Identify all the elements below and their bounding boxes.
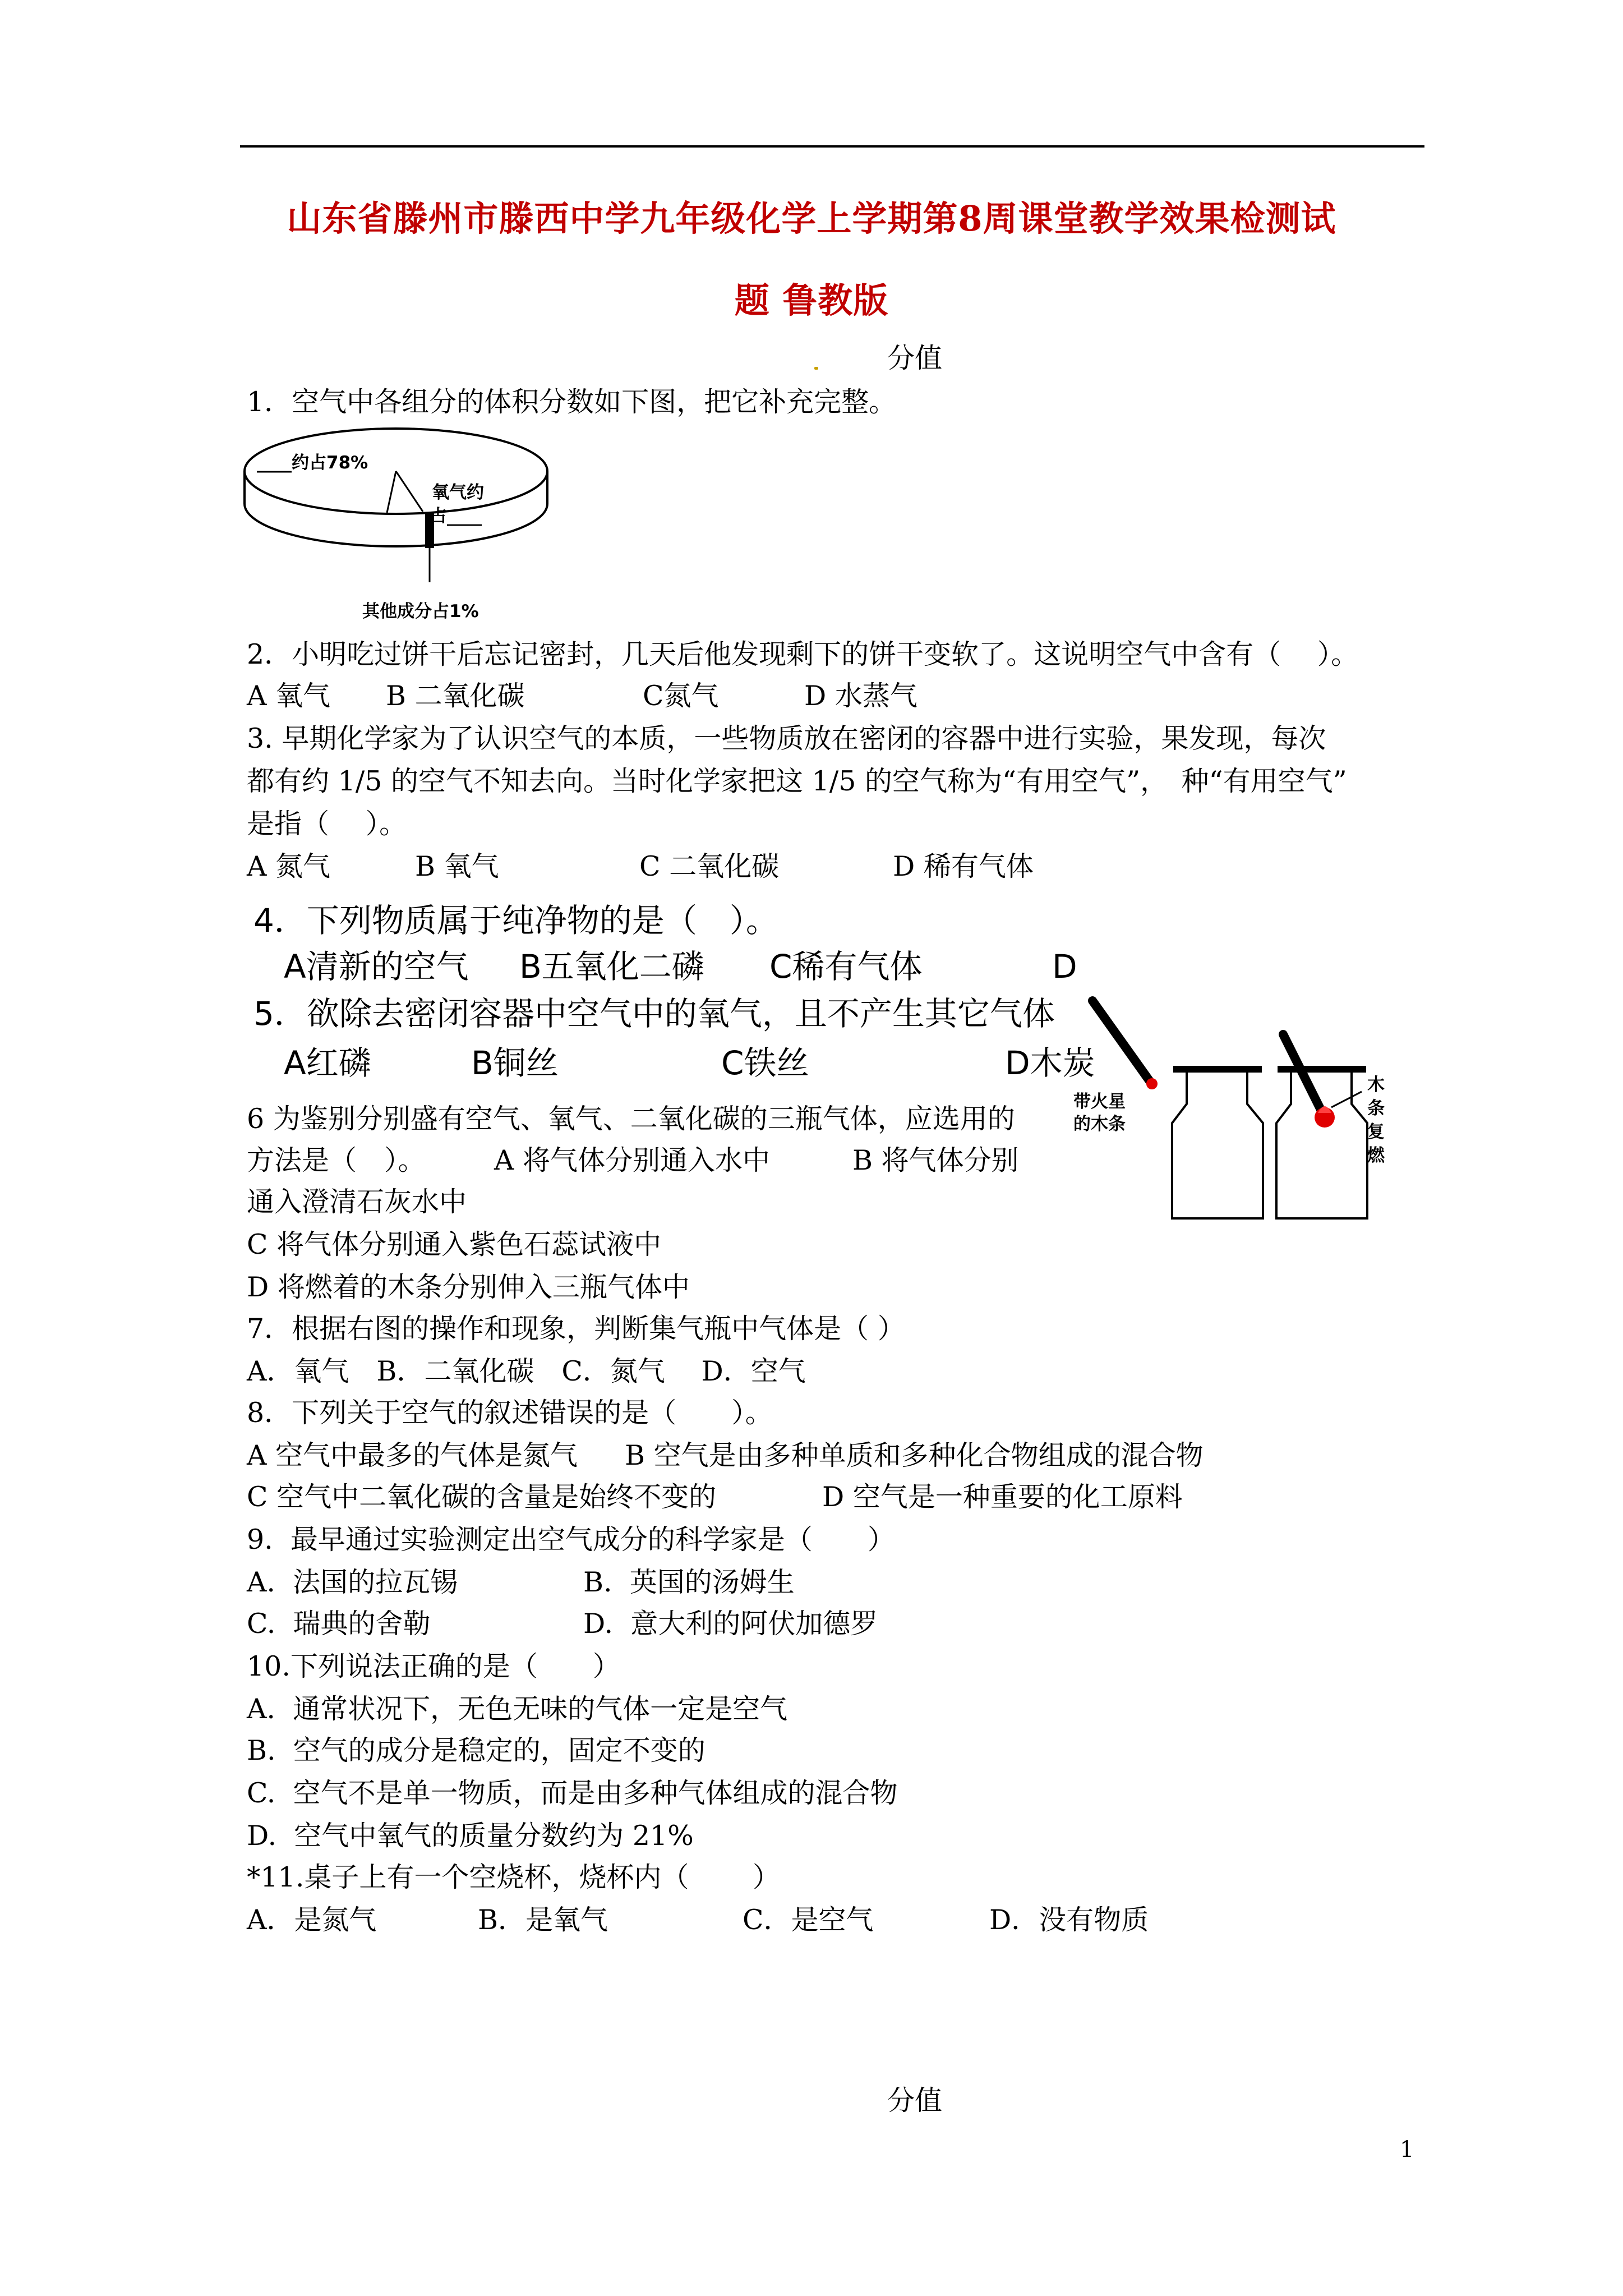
q3-option-b: B 氧气 <box>415 850 499 882</box>
q3-option-d: D 稀有气体 <box>893 850 1034 882</box>
q3-line2: 都有约 1/5 的空气不知去向。当时化学家把这 1/5 的空气称为“有用空气”， 种“有用空气” <box>247 765 1347 797</box>
relit-splint <box>1283 1034 1322 1113</box>
q3-line3: 是指（ ）。 <box>247 808 407 840</box>
q2-option-d: D 水蒸气 <box>804 680 917 712</box>
q6-option-c: C 将气体分别通入紫色石蕊试液中 <box>247 1228 662 1260</box>
q2-stem: 2．小明吃过饼干后忘记密封，几天后他发现剩下的饼干变软了。这说明空气中含有（ ）。 <box>247 638 1359 670</box>
document-title-line2: 题 鲁教版 <box>734 280 889 321</box>
q5-option-c: C铁丝 <box>721 1044 809 1082</box>
q4-option-b: B五氧化二磷 <box>519 947 704 986</box>
q11-option-b: B．是氧气 <box>478 1904 608 1936</box>
q2-option-b: B 二氧化碳 <box>386 680 525 712</box>
q8-option-d: D 空气是一种重要的化工原料 <box>822 1481 1183 1513</box>
q3-line1: 3. 早期化学家为了认识空气的本质，一些物质放在密闭的容器中进行实验，果发现，每次 <box>247 723 1326 754</box>
oxygen-label-a: 氧气约 <box>432 482 484 503</box>
q6-line1: 6 为鉴别分别盛有空气、氧气、二氧化碳的三瓶气体，应选用的 <box>247 1103 1015 1135</box>
q8-option-b: B 空气是由多种单质和多种化合物组成的混合物 <box>625 1439 1204 1471</box>
other-label: 其他成分占1% <box>362 601 479 622</box>
gas-jar-test-figure <box>1054 993 1402 1245</box>
q2-option-c: C氮气 <box>643 680 719 712</box>
q1-stem: 1．空气中各组分的体积分数如下图，把它补充完整。 <box>247 386 897 418</box>
oxygen-label-b: 占____ <box>430 506 482 526</box>
q8-option-a: A 空气中最多的气体是氮气 <box>247 1439 578 1471</box>
footer-mark: 分值 <box>887 2085 943 2116</box>
right-label-pointer <box>1331 1092 1362 1107</box>
q7-options: A．氧气 B．二氧化碳 C．氮气 D．空气 <box>247 1355 806 1387</box>
q5-option-d: D木炭 <box>1005 1044 1095 1082</box>
right-label-3: 复 <box>1367 1122 1385 1142</box>
nitrogen-label: ____约占78% <box>257 453 368 473</box>
glowing-tip <box>1146 1078 1158 1089</box>
q10-option-a: A. 通常状况下，无色无味的气体一定是空气 <box>247 1693 788 1725</box>
q9-option-b: B. 英国的汤姆生 <box>583 1566 795 1598</box>
q6-line3: 通入澄清石灰水中 <box>247 1186 467 1218</box>
q10-stem: 10.下列说法正确的是（ ） <box>247 1650 620 1682</box>
q7-stem: 7．根据右图的操作和现象，判断集气瓶中气体是（ ） <box>247 1313 905 1345</box>
stray-dot <box>814 367 818 370</box>
right-jar <box>1276 1073 1367 1218</box>
right-jar-lid <box>1278 1066 1366 1073</box>
right-label-2: 条 <box>1367 1098 1385 1119</box>
page-number: 1 <box>1400 2137 1414 2162</box>
q10-option-b: B. 空气的成分是稳定的，固定不变的 <box>247 1734 706 1766</box>
q5-option-b: B铜丝 <box>471 1044 559 1082</box>
q4-option-d: D <box>1052 947 1077 986</box>
q3-option-c: C 二氧化碳 <box>639 850 780 882</box>
q10-option-c: C. 空气不是单一物质，而是由多种气体组成的混合物 <box>247 1777 898 1809</box>
q4-option-c: C稀有气体 <box>769 947 923 986</box>
q6-line2: 方法是（ ）。 A 将气体分别通入水中 B 将气体分别 <box>247 1144 1019 1176</box>
q9-stem: 9. 最早通过实验测定出空气成分的科学家是（ ） <box>247 1524 895 1556</box>
q5-stem: 5．欲除去密闭容器中空气中的氧气，且不产生其它气体 <box>253 995 1055 1033</box>
q9-option-d: D. 意大利的阿伏加德罗 <box>583 1608 878 1640</box>
left-label-line2: 的木条 <box>1073 1114 1126 1134</box>
q11-option-c: C．是空气 <box>743 1904 874 1936</box>
q11-option-d: D．没有物质 <box>989 1904 1149 1936</box>
glowing-splint <box>1092 1001 1151 1083</box>
header-mark: 分值 <box>887 342 943 374</box>
q9-option-a: A. 法国的拉瓦锡 <box>247 1566 458 1598</box>
right-label-1: 木 <box>1367 1075 1385 1095</box>
q9-option-c: C. 瑞典的舍勒 <box>247 1608 431 1640</box>
q4-option-a: A清新的空气 <box>284 947 469 986</box>
air-composition-pie-chart <box>240 426 554 628</box>
document-title-line1: 山东省滕州市滕西中学九年级化学上学期第8周课堂教学效果检测试 <box>287 198 1336 239</box>
q6-option-d: D 将燃着的木条分别伸入三瓶气体中 <box>247 1271 690 1303</box>
q10-option-d: D. 空气中氧气的质量分数约为 21% <box>247 1820 694 1852</box>
q3-option-a: A 氮气 <box>247 850 330 882</box>
q5-option-a: A红磷 <box>284 1044 371 1082</box>
left-jar-lid <box>1173 1066 1262 1073</box>
q11-option-a: A．是氮气 <box>247 1904 377 1936</box>
q11-stem: *11.桌子上有一个空烧杯，烧杯内（ ） <box>247 1861 781 1893</box>
q2-option-a: A 氧气 <box>247 680 330 712</box>
left-label-line1: 带火星 <box>1073 1092 1126 1112</box>
left-jar <box>1172 1073 1263 1218</box>
right-label-4: 燃 <box>1367 1145 1385 1166</box>
q8-stem: 8．下列关于空气的叙述错误的是（ ）。 <box>247 1397 773 1429</box>
q4-stem: 4．下列物质属于纯净物的是（ ）。 <box>253 901 778 940</box>
header-rule <box>240 145 1424 148</box>
q8-option-c: C 空气中二氧化碳的含量是始终不变的 <box>247 1481 717 1513</box>
